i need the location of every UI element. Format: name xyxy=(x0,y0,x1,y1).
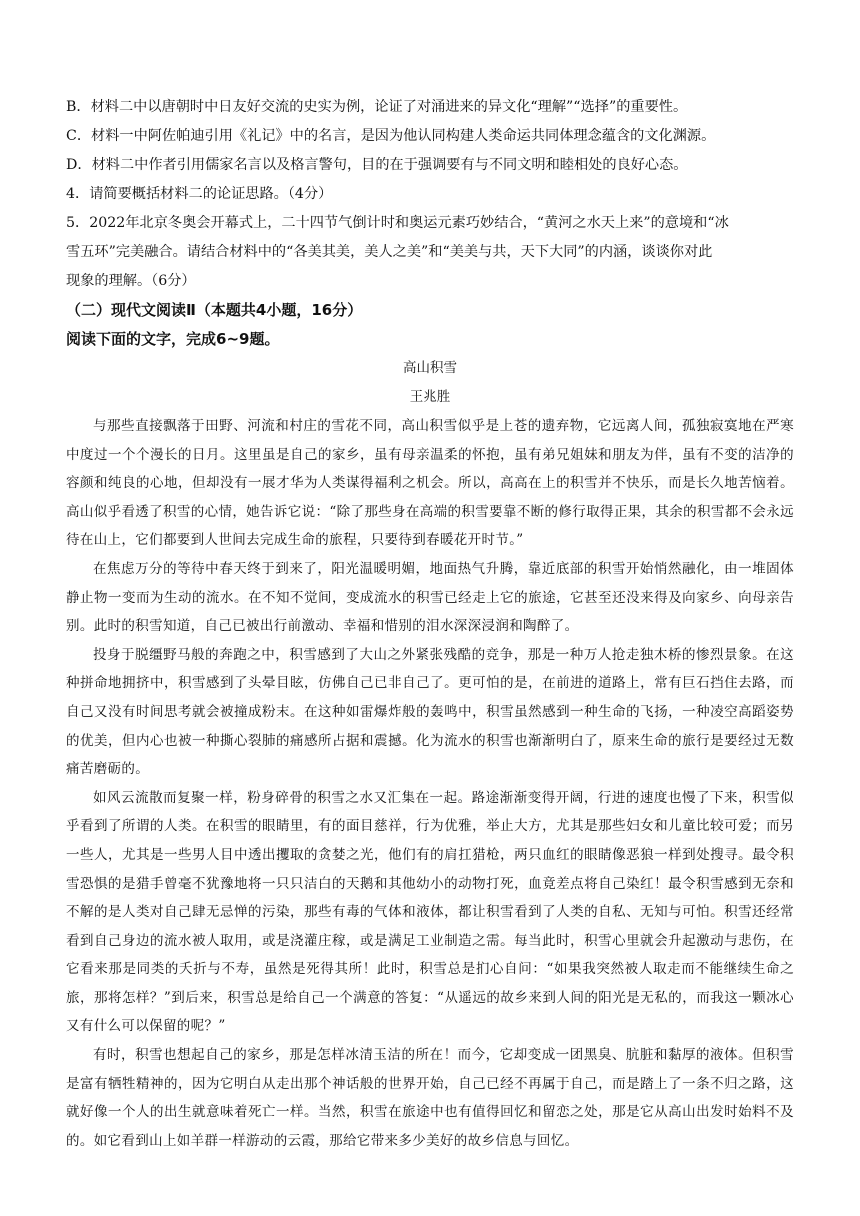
question-option-d: D．材料二中作者引用儒家名言以及格言警句，目的在于强调要有与不同文明和睦相处的良好心态。 xyxy=(66,157,688,173)
article xyxy=(66,354,794,1155)
article-title: 高山积雪 xyxy=(403,360,457,376)
article-paragraph: 如风云流散而复聚一样，粉身碎骨的积雪之水又汇集在一起。路途渐渐变得开阔，行进的速度也慢了下来，积雪似乎看到了所谓的人类。在积雪的眼睛里，有的面目慈祥，行为优雅，举止大方，尤其是那些妇女和儿童比较可爱；而另一些人，尤其是一些男人目中透出攫取的贪婪之光，他们有的肩扛猎枪，两只血红的眼睛像恶狼一样到处搜寻。最令积雪恐惧的是猎手曾毫不犹豫地将一只只洁白的天鹅和其他幼小的动物打死，血竟差点将自己染红！最令积雪感到无奈和不解的是人类对自己肆无忌惮的污染，那些有毒的气体和液体，都让积雪看到了人类的自私、无知与可怕。积雪还经常看到自己身边的流水被人取用，或是浇灌庄稼，或是满足工业制造之需。每当此时，积雪心里就会升起激动与悲伤，在它看来那是同类的夭折与不寿，虽然是死得其所！此时，积雪总是扪心自问：“如果我突然被人取走而不能继续生命之旅，那将怎样？”到后来，积雪总是给自己一个满意的答复：“从遥远的故乡来到人间的阳光是无私的，而我这一颗冰心又有什么可以保留的呢？” xyxy=(66,789,794,1035)
question-option-c: C．材料一中阿佐帕迪引用《礼记》中的名言，是因为他认同构建人类命运共同体理念蕴含的文化渊源。 xyxy=(66,128,716,144)
question-list xyxy=(66,93,794,296)
question-5-line-2: 雪五环”完美融合。请结合材料中的“各美其美，美人之美”和“美美与共，天下大同”的内涵，谈谈你对此 xyxy=(66,244,713,260)
article-paragraph: 投身于脱缰野马般的奔跑之中，积雪感到了大山之外紧张残酷的竞争，那是一种万人抢走独木桥的惨烈景象。在这种拼命地拥挤中，积雪感到了头晕目眩，仿佛自己已非自己了。更可怕的是，在前进的道路上，常有巨石挡住去路，而自己又没有时间思考就会被撞成粉末。在这种如雷爆炸般的轰鸣中，积雪虽然感到一种生命的飞扬，一种凌空高蹈姿势的优美，但内心也被一种撕心裂肺的痛感所占据和震撼。化为流水的积雪也渐渐明白了，原来生命的旅行是要经过无数痛苦磨砺的。 xyxy=(66,646,794,778)
article-paragraph: 与那些直接飘落于田野、河流和村庄的雪花不同，高山积雪似乎是上苍的遗弃物，它远离人间，孤独寂寞地在严寒中度过一个个漫长的日月。这里虽是自己的家乡，虽有母亲温柔的怀抱，虽有弟兄姐妹和朋友为伴，虽有不变的洁净的容颜和纯良的心地，但却没有一展才华为人类谋得福利之机会。所以，高高在上的积雪并不快乐，而是长久地苦恼着。高山似乎看透了积雪的心情，她告诉它说：“除了那些身在高端的积雪要靠不断的修行取得正果，其余的积雪都不会永远待在山上，它们都要到人世间去完成生命的旅程，只要待到春暖花开时节。” xyxy=(66,418,794,549)
article-paragraph: 有时，积雪也想起自己的家乡，那是怎样冰清玉洁的所在！而今，它却变成一团黑臭、肮脏和黏厚的液体。但积雪是富有牺牲精神的，因为它明白从走出那个神话般的世界开始，自己已经不再属于自己，而是踏上了一条不归之路，这就好像一个人的出生就意味着死亡一样。当然，积雪在旅途中也有值得回忆和留恋之处，那是它从高山出发时始料不及的。如它看到山上如羊群一样游动的云霞，那给它带来多少美好的故乡信息与回忆。 xyxy=(66,1047,794,1149)
article-author: 王兆胜 xyxy=(409,389,451,405)
article-paragraph: 在焦虑万分的等待中春天终于到来了，阳光温暖明媚，地面热气升腾，靠近底部的积雪开始悄然融化，由一堆固体静止物一变而为生动的流水。在不知不觉间，变成流水的积雪已经走上它的旅途，它甚至还没来得及向家乡、向母亲告别。此时的积雪知道，自己已被出行前激动、幸福和惜别的泪水深深浸润和陶醉了。 xyxy=(66,560,794,635)
section-instruction: 阅读下面的文字，完成6~9题。 xyxy=(66,330,280,348)
question-4: 4．请简要概括材料二的论证思路。（4分） xyxy=(66,186,333,202)
section-heading: （二）现代文阅读Ⅱ（本题共4小题，16分） xyxy=(66,301,363,319)
question-5-line-1: 5．2022年北京冬奥会开幕式上，二十四节气倒计时和奥运元素巧妙结合，“黄河之水天上来”的意境和“冰 xyxy=(66,215,729,231)
question-option-b: B．材料二中以唐朝时中日友好交流的史实为例，论证了对涌进来的异文化“理解”“选择”的重要性。 xyxy=(66,99,688,115)
question-5-line-3: 现象的理解。（6分） xyxy=(66,273,196,289)
